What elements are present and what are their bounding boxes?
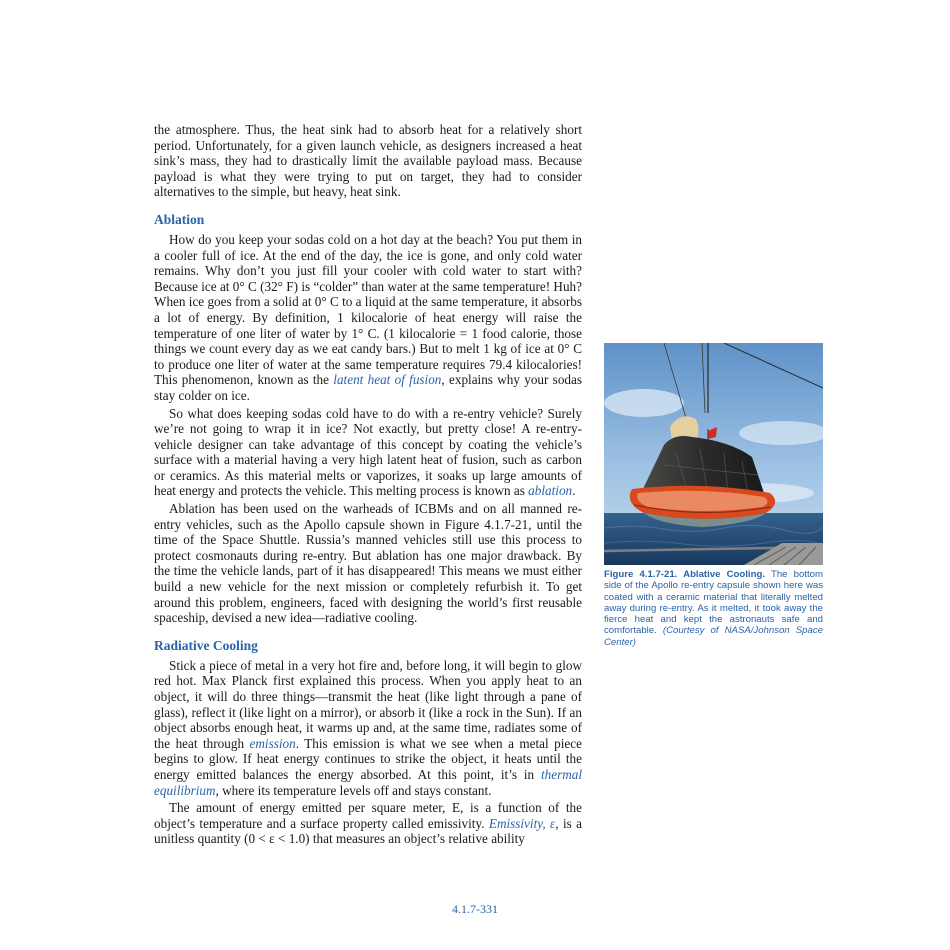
text-run: So what does keeping sodas cold have to do with a re-entry vehicle? Surely we’re not going to wrap it in ice? Not exactly, but pretty close! A re-entry-vehicle designer can take advantage of this concept by coating the vehicle’s surface with a material having a very high latent heat of fusion, such as carbon or ceramics. As this material melts or vaporizes, it soaks up large amounts of heat energy and protects the vehicle. This melting process is known as — [154, 405, 582, 499]
figure-ablative-cooling — [604, 343, 823, 648]
figure-caption-text: The bottom side of the Apollo re-entry capsule shown here was coated with a ceramic material that literally melted away during re-entry. As it melted, it took away the fierce heat and kept the astronauts safe and comfortable. — [604, 569, 823, 637]
ablation-paragraph-2 — [154, 406, 582, 500]
text-run: , where its temperature levels off and stays constant. — [215, 782, 492, 798]
text-run: Stick a piece of metal in a very hot fire and, before long, it will begin to glow red hot. Max Planck first explained this process. When you apply heat to an object, it will do three things—transmit the heat (like light through a pane of glass), reflect it (like light on a mirror), or absorb it (like a rock in the Sun). If an object absorbs enough heat, it warms up and, at the same time, radiates some of the heat through — [154, 657, 582, 751]
intro-paragraph: the atmosphere. Thus, the heat sink had to absorb heat for a relatively short period. Unfortunately, for a given launch vehicle, as designers increased a heat sink’s mass, they had to drastically limit the available payload mass. Because payload is what they were trying to put on target, they had to consider alternatives to the simple, but heavy, heat sink. — [154, 122, 582, 200]
apollo-capsule-photo — [604, 343, 823, 565]
term-ablation[interactable]: ablation — [528, 483, 573, 499]
ablation-paragraph-1 — [154, 232, 582, 404]
section-heading-ablation: Ablation — [154, 211, 205, 227]
term-thermal-equilibrium[interactable]: thermal equilibrium — [154, 766, 582, 798]
section-heading-radiative-cooling: Radiative Cooling — [154, 637, 258, 653]
term-latent-heat-of-fusion[interactable]: latent heat of fusion — [333, 372, 442, 388]
radiative-paragraph-2 — [154, 800, 582, 847]
figure-label: Figure 4.1.7-21. Ablative Cooling. — [604, 569, 765, 580]
text-run: . — [572, 483, 576, 499]
radiative-paragraph-1 — [154, 658, 582, 798]
term-emission[interactable]: emission — [249, 735, 296, 751]
main-text-column — [154, 122, 582, 847]
text-run: How do you keep your sodas cold on a hot day at the beach? You put them in a cooler full of ice. At the end of the day, the ice is gone, and only cold water remains. Why don’t you just fill your cooler with cold water to start with? Because ice at 0° C (32° F) is “colder” than water at the same temperature! Huh? When ice goes from a solid at 0° C to a liquid at the same temperature, it absorbs a lot of energy. By definition, 1 kilocalorie of heat energy will raise the temperature of one liter of water by 1° C. (1 kilocalorie = 1 food calorie, those things we count every day as we eat candy bars.) But to melt 1 kg of ice at 0° C to produce one liter of water at the same temperature requires 79.4 kilocalories! This phenomenon, known as the — [154, 231, 582, 388]
text-run: . This emission is what we see when a metal piece begins to glow. If heat energy continues to strike the object, it heats until the energy emitted balances the energy absorbed. At this point, it’s in — [154, 735, 582, 782]
page-number: 4.1.7-331 — [452, 902, 498, 916]
text-run: , explains why your sodas stay colder on ice. — [154, 372, 582, 403]
ablation-paragraph-3: Ablation has been used on the warheads of ICBMs and on all manned re-entry vehicles, such as the Apollo capsule shown in Figure 4.1.7-21, until the time of the Space Shuttle. Russia’s manned vehicles still use this process to protect cosmonauts during re-entry. But ablation has one major drawback. By the time the vehicle lands, part of it has disappeared! This means we must either build a new vehicle for the next mission or completely refurbish it. To get around this problem, engineers, faced with designing the world’s first reusable spaceship, devised a new idea—radiative cooling. — [154, 501, 582, 626]
figure-credit: (Courtesy of NASA/Johnson Space Center) — [604, 625, 823, 648]
text-run: The amount of energy emitted per square meter, E, is a function of the object’s temperature and a surface property called emissivity. — [154, 800, 582, 831]
figure-caption — [604, 569, 823, 648]
term-emissivity[interactable]: Emissivity, ε — [488, 815, 556, 831]
text-run: , is a unitless quantity (0 < ε < 1.0) that measures an object’s relative ability — [154, 815, 582, 847]
